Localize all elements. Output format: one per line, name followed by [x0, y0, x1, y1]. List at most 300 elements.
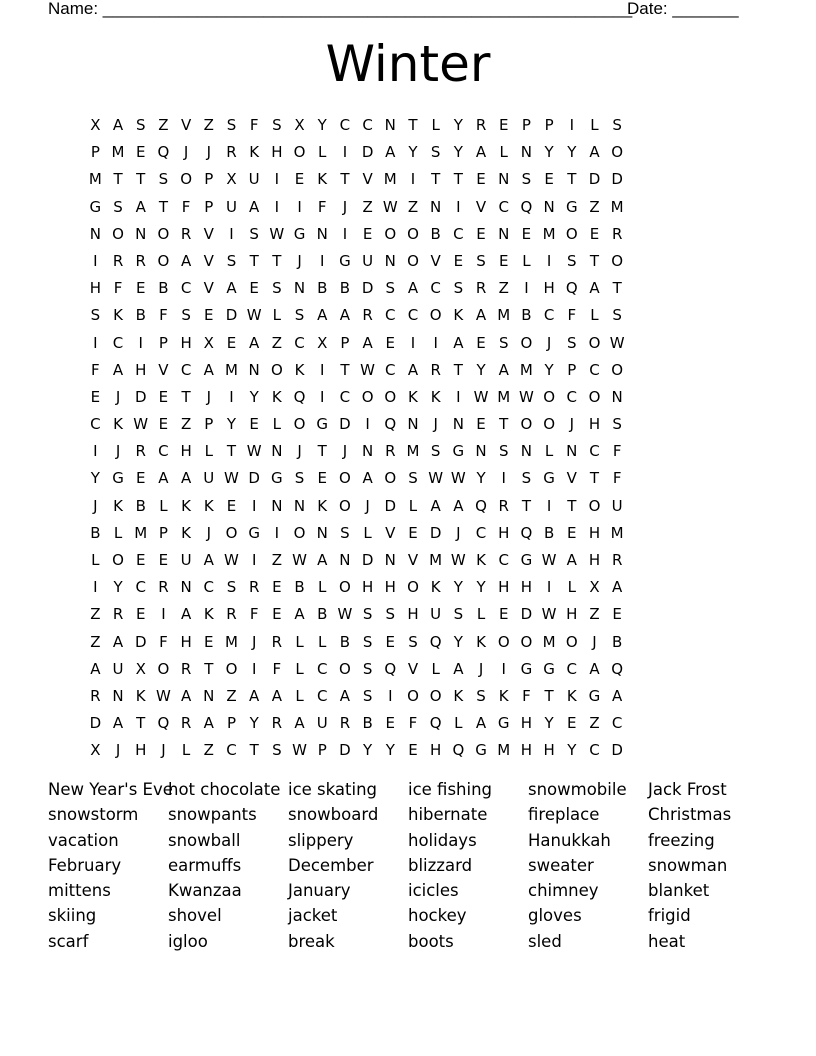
grid-letter[interactable]: A: [226, 279, 237, 298]
grid-letter[interactable]: R: [226, 143, 237, 162]
grid-letter[interactable]: O: [407, 578, 419, 597]
grid-letter[interactable]: O: [565, 224, 578, 243]
grid-letter[interactable]: W: [428, 469, 444, 488]
grid-letter[interactable]: Y: [476, 360, 486, 379]
grid-letter[interactable]: S: [567, 251, 577, 270]
grid-letter[interactable]: Z: [158, 116, 169, 134]
grid-letter[interactable]: E: [385, 714, 396, 733]
grid-letter[interactable]: O: [293, 143, 306, 162]
grid-letter[interactable]: O: [180, 170, 192, 189]
grid-letter[interactable]: R: [430, 360, 441, 379]
grid-letter[interactable]: C: [543, 306, 555, 325]
grid-letter[interactable]: X: [135, 659, 146, 678]
grid-letter[interactable]: Y: [317, 116, 327, 134]
grid-letter[interactable]: H: [498, 523, 510, 542]
grid-letter[interactable]: C: [112, 333, 124, 352]
grid-letter[interactable]: I: [251, 659, 257, 678]
grid-letter[interactable]: I: [251, 551, 257, 569]
grid-letter[interactable]: N: [316, 523, 328, 542]
grid-letter[interactable]: V: [475, 197, 487, 216]
grid-letter[interactable]: A: [112, 360, 124, 379]
grid-letter[interactable]: F: [567, 306, 577, 325]
grid-letter[interactable]: X: [203, 333, 214, 352]
grid-letter[interactable]: B: [612, 632, 623, 651]
grid-letter[interactable]: U: [225, 197, 237, 216]
grid-letter[interactable]: L: [272, 415, 282, 434]
grid-letter[interactable]: O: [520, 415, 533, 434]
grid-letter[interactable]: A: [475, 306, 487, 325]
grid-letter[interactable]: S: [408, 632, 418, 651]
grid-letter[interactable]: B: [362, 714, 373, 733]
grid-letter[interactable]: I: [161, 605, 166, 624]
grid-letter[interactable]: H: [543, 741, 555, 760]
grid-letter[interactable]: G: [520, 551, 533, 569]
grid-letter[interactable]: M: [224, 632, 238, 651]
grid-letter[interactable]: J: [93, 496, 98, 515]
grid-letter[interactable]: J: [161, 741, 166, 760]
grid-letter[interactable]: W: [292, 551, 307, 569]
grid-letter[interactable]: Y: [453, 578, 463, 597]
grid-letter[interactable]: E: [135, 551, 146, 569]
grid-letter[interactable]: K: [408, 387, 418, 406]
grid-letter[interactable]: X: [294, 116, 305, 134]
grid-letter[interactable]: I: [456, 387, 461, 406]
grid-letter[interactable]: U: [180, 551, 192, 569]
grid-letter[interactable]: O: [339, 659, 351, 678]
grid-letter[interactable]: M: [88, 170, 102, 189]
grid-letter[interactable]: T: [589, 469, 600, 488]
grid-letter[interactable]: M: [383, 170, 397, 189]
grid-letter[interactable]: O: [543, 415, 555, 434]
grid-letter[interactable]: C: [385, 360, 396, 379]
grid-letter[interactable]: K: [181, 496, 192, 515]
grid-letter[interactable]: L: [544, 442, 554, 461]
grid-letter[interactable]: H: [588, 551, 601, 569]
grid-letter[interactable]: O: [588, 333, 601, 352]
grid-letter[interactable]: O: [588, 387, 601, 406]
grid-letter[interactable]: T: [499, 415, 509, 434]
grid-letter[interactable]: A: [498, 360, 509, 379]
grid-letter[interactable]: L: [91, 551, 100, 569]
grid-letter[interactable]: W: [133, 415, 149, 434]
grid-letter[interactable]: H: [566, 605, 578, 624]
grid-letter[interactable]: J: [342, 197, 348, 216]
grid-letter[interactable]: S: [135, 116, 146, 134]
grid-letter[interactable]: I: [433, 333, 438, 352]
grid-letter[interactable]: E: [362, 224, 373, 243]
grid-letter[interactable]: I: [320, 360, 325, 379]
grid-letter[interactable]: E: [90, 387, 101, 406]
grid-letter[interactable]: O: [407, 251, 419, 270]
grid-letter[interactable]: O: [339, 578, 351, 597]
grid-letter[interactable]: P: [90, 143, 100, 162]
grid-letter[interactable]: E: [498, 116, 509, 134]
grid-letter[interactable]: M: [610, 523, 624, 542]
grid-letter[interactable]: J: [115, 442, 121, 461]
grid-letter[interactable]: S: [158, 170, 169, 189]
grid-letter[interactable]: O: [565, 632, 578, 651]
grid-letter[interactable]: H: [543, 279, 555, 298]
grid-letter[interactable]: S: [521, 170, 532, 189]
grid-letter[interactable]: B: [543, 523, 555, 542]
grid-letter[interactable]: Y: [249, 387, 259, 406]
grid-letter[interactable]: H: [407, 605, 419, 624]
grid-letter[interactable]: W: [541, 605, 557, 624]
grid-letter[interactable]: H: [498, 578, 510, 597]
grid-letter[interactable]: Z: [271, 333, 282, 352]
grid-letter[interactable]: G: [89, 197, 102, 216]
grid-letter[interactable]: A: [180, 469, 192, 488]
grid-letter[interactable]: P: [521, 116, 531, 134]
grid-letter[interactable]: Y: [544, 143, 554, 162]
grid-letter[interactable]: A: [90, 659, 101, 678]
grid-letter[interactable]: E: [476, 224, 486, 243]
grid-letter[interactable]: Q: [384, 415, 397, 434]
grid-letter[interactable]: O: [225, 659, 238, 678]
grid-letter[interactable]: C: [135, 578, 146, 597]
grid-letter[interactable]: L: [431, 659, 440, 678]
grid-letter[interactable]: I: [93, 333, 98, 352]
grid-letter[interactable]: P: [204, 197, 214, 216]
grid-letter[interactable]: C: [589, 360, 600, 379]
grid-letter[interactable]: S: [476, 251, 486, 270]
grid-letter[interactable]: J: [342, 442, 348, 461]
grid-letter[interactable]: C: [589, 741, 600, 760]
grid-letter[interactable]: D: [611, 170, 623, 189]
grid-letter[interactable]: V: [430, 251, 441, 270]
grid-letter[interactable]: Z: [498, 279, 509, 298]
grid-letter[interactable]: Z: [203, 741, 214, 760]
grid-letter[interactable]: S: [181, 306, 191, 325]
grid-letter[interactable]: A: [385, 143, 396, 162]
grid-letter[interactable]: B: [158, 279, 169, 298]
grid-letter[interactable]: S: [226, 251, 237, 270]
grid-letter[interactable]: A: [453, 333, 464, 352]
grid-letter[interactable]: J: [365, 496, 370, 515]
grid-letter[interactable]: I: [274, 170, 280, 189]
grid-letter[interactable]: Q: [384, 659, 397, 678]
grid-letter[interactable]: E: [272, 605, 282, 624]
grid-letter[interactable]: V: [566, 469, 577, 488]
grid-letter[interactable]: V: [203, 251, 214, 270]
grid-letter[interactable]: E: [408, 741, 418, 760]
grid-letter[interactable]: Y: [476, 469, 486, 488]
grid-letter[interactable]: Q: [429, 714, 442, 733]
grid-letter[interactable]: Q: [157, 714, 170, 733]
grid-letter[interactable]: G: [271, 469, 283, 488]
grid-letter[interactable]: T: [612, 279, 622, 298]
grid-letter[interactable]: L: [590, 116, 599, 134]
grid-letter[interactable]: K: [203, 496, 214, 515]
grid-letter[interactable]: Y: [113, 578, 123, 597]
grid-letter[interactable]: M: [134, 523, 148, 542]
grid-letter[interactable]: S: [294, 306, 305, 325]
grid-letter[interactable]: K: [317, 170, 328, 189]
grid-letter[interactable]: L: [408, 496, 418, 515]
grid-letter[interactable]: Z: [226, 686, 237, 705]
grid-letter[interactable]: O: [611, 143, 624, 162]
grid-letter[interactable]: C: [203, 578, 215, 597]
grid-letter[interactable]: P: [567, 360, 577, 379]
grid-letter[interactable]: J: [569, 415, 574, 434]
grid-letter[interactable]: A: [317, 306, 328, 325]
grid-letter[interactable]: R: [475, 116, 487, 134]
grid-letter[interactable]: C: [498, 551, 509, 569]
grid-letter[interactable]: O: [112, 224, 124, 243]
grid-letter[interactable]: A: [203, 551, 214, 569]
grid-letter[interactable]: K: [453, 306, 464, 325]
grid-letter[interactable]: D: [339, 741, 351, 760]
grid-letter[interactable]: O: [384, 469, 397, 488]
grid-letter[interactable]: S: [340, 523, 350, 542]
grid-letter[interactable]: C: [453, 224, 464, 243]
grid-letter[interactable]: D: [588, 170, 601, 189]
grid-letter[interactable]: S: [249, 224, 259, 243]
grid-letter[interactable]: N: [452, 415, 464, 434]
grid-letter[interactable]: W: [360, 360, 376, 379]
grid-letter[interactable]: N: [520, 143, 533, 162]
grid-letter[interactable]: O: [339, 496, 351, 515]
grid-letter[interactable]: X: [90, 741, 101, 760]
grid-letter[interactable]: I: [342, 143, 348, 162]
grid-letter[interactable]: O: [429, 306, 442, 325]
grid-letter[interactable]: R: [475, 279, 487, 298]
grid-letter[interactable]: I: [456, 197, 461, 216]
grid-letter[interactable]: U: [203, 469, 215, 488]
grid-letter[interactable]: A: [612, 686, 623, 705]
grid-letter[interactable]: E: [158, 551, 169, 569]
grid-letter[interactable]: G: [452, 442, 465, 461]
grid-letter[interactable]: B: [135, 496, 146, 515]
grid-letter[interactable]: Y: [226, 415, 237, 434]
grid-letter[interactable]: C: [339, 387, 351, 406]
grid-letter[interactable]: K: [271, 387, 282, 406]
grid-letter[interactable]: V: [158, 360, 169, 379]
grid-letter[interactable]: T: [340, 360, 350, 379]
grid-letter[interactable]: T: [567, 170, 577, 189]
grid-letter[interactable]: A: [180, 686, 192, 705]
grid-letter[interactable]: Y: [249, 714, 259, 733]
grid-letter[interactable]: I: [524, 279, 529, 298]
grid-letter[interactable]: I: [320, 251, 325, 270]
grid-letter[interactable]: O: [112, 551, 124, 569]
grid-letter[interactable]: D: [134, 632, 147, 651]
grid-letter[interactable]: E: [476, 415, 486, 434]
grid-letter[interactable]: K: [249, 143, 260, 162]
grid-letter[interactable]: H: [180, 333, 192, 352]
grid-letter[interactable]: R: [158, 578, 169, 597]
grid-letter[interactable]: Q: [611, 659, 624, 678]
grid-letter[interactable]: M: [111, 143, 125, 162]
grid-letter[interactable]: T: [521, 496, 531, 515]
grid-letter[interactable]: O: [497, 632, 510, 651]
date-field[interactable]: Date: _______: [627, 0, 739, 18]
grid-letter[interactable]: A: [453, 496, 464, 515]
grid-letter[interactable]: G: [520, 659, 533, 678]
grid-letter[interactable]: I: [93, 251, 98, 270]
name-field[interactable]: Name: ________________________________________________________: [48, 0, 633, 18]
grid-letter[interactable]: W: [246, 306, 262, 325]
grid-letter[interactable]: L: [295, 632, 304, 651]
grid-letter[interactable]: S: [453, 279, 464, 298]
grid-letter[interactable]: L: [476, 605, 486, 624]
grid-letter[interactable]: S: [226, 116, 237, 134]
grid-letter[interactable]: L: [272, 306, 282, 325]
grid-letter[interactable]: R: [611, 224, 623, 243]
grid-letter[interactable]: A: [249, 197, 260, 216]
grid-letter[interactable]: L: [431, 116, 440, 134]
grid-letter[interactable]: S: [498, 442, 509, 461]
grid-letter[interactable]: N: [339, 551, 351, 569]
grid-letter[interactable]: N: [135, 224, 147, 243]
grid-letter[interactable]: F: [522, 686, 531, 705]
grid-letter[interactable]: K: [113, 306, 123, 325]
grid-letter[interactable]: A: [180, 605, 192, 624]
grid-letter[interactable]: L: [318, 143, 327, 162]
grid-letter[interactable]: Z: [589, 605, 600, 624]
grid-letter[interactable]: O: [520, 333, 533, 352]
grid-letter[interactable]: A: [339, 686, 351, 705]
grid-letter[interactable]: K: [566, 686, 577, 705]
grid-letter[interactable]: Q: [293, 387, 306, 406]
grid-letter[interactable]: A: [362, 469, 373, 488]
grid-letter[interactable]: M: [497, 741, 511, 760]
grid-letter[interactable]: Z: [271, 551, 282, 569]
grid-letter[interactable]: P: [158, 523, 168, 542]
grid-letter[interactable]: E: [567, 523, 577, 542]
grid-letter[interactable]: A: [453, 659, 464, 678]
grid-letter[interactable]: O: [520, 632, 533, 651]
grid-letter[interactable]: J: [115, 741, 121, 760]
grid-letter[interactable]: T: [317, 442, 327, 461]
grid-letter[interactable]: N: [384, 551, 396, 569]
grid-letter[interactable]: L: [499, 143, 508, 162]
grid-letter[interactable]: B: [339, 279, 351, 298]
grid-letter[interactable]: T: [136, 714, 146, 733]
grid-letter[interactable]: T: [226, 442, 237, 461]
grid-letter[interactable]: A: [158, 469, 169, 488]
grid-letter[interactable]: Z: [407, 197, 419, 216]
grid-letter[interactable]: J: [478, 659, 484, 678]
grid-letter[interactable]: E: [408, 523, 418, 542]
grid-letter[interactable]: J: [206, 387, 211, 406]
grid-letter[interactable]: C: [226, 741, 237, 760]
grid-letter[interactable]: P: [317, 741, 327, 760]
grid-letter[interactable]: R: [135, 251, 146, 270]
grid-letter[interactable]: H: [520, 578, 533, 597]
grid-letter[interactable]: H: [89, 279, 101, 298]
grid-letter[interactable]: T: [431, 170, 441, 189]
grid-letter[interactable]: D: [520, 605, 533, 624]
grid-letter[interactable]: B: [135, 306, 146, 325]
grid-letter[interactable]: E: [385, 632, 396, 651]
grid-letter[interactable]: P: [204, 415, 214, 434]
grid-letter[interactable]: S: [453, 605, 464, 624]
grid-letter[interactable]: B: [317, 605, 328, 624]
grid-letter[interactable]: M: [497, 306, 511, 325]
grid-letter[interactable]: H: [430, 741, 442, 760]
grid-letter[interactable]: L: [363, 523, 372, 542]
grid-letter[interactable]: K: [317, 496, 328, 515]
grid-letter[interactable]: C: [158, 442, 169, 461]
grid-letter[interactable]: I: [546, 578, 552, 597]
grid-letter[interactable]: K: [113, 415, 123, 434]
grid-letter[interactable]: Y: [453, 116, 463, 134]
grid-letter[interactable]: E: [317, 469, 327, 488]
grid-letter[interactable]: E: [135, 143, 146, 162]
grid-letter[interactable]: N: [498, 170, 510, 189]
grid-letter[interactable]: O: [157, 251, 170, 270]
grid-letter[interactable]: C: [316, 686, 328, 705]
grid-letter[interactable]: L: [204, 442, 213, 461]
grid-letter[interactable]: H: [520, 714, 533, 733]
grid-letter[interactable]: W: [269, 224, 285, 243]
grid-letter[interactable]: R: [611, 551, 623, 569]
grid-letter[interactable]: I: [93, 578, 98, 597]
grid-letter[interactable]: C: [566, 387, 578, 406]
grid-letter[interactable]: W: [224, 469, 239, 488]
grid-letter[interactable]: I: [388, 686, 393, 705]
grid-letter[interactable]: W: [224, 551, 239, 569]
grid-letter[interactable]: I: [297, 197, 302, 216]
grid-letter[interactable]: Y: [567, 143, 577, 162]
grid-letter[interactable]: I: [320, 387, 325, 406]
grid-letter[interactable]: Y: [476, 578, 486, 597]
grid-letter[interactable]: W: [541, 551, 557, 569]
grid-letter[interactable]: J: [297, 251, 302, 270]
grid-letter[interactable]: F: [317, 197, 327, 216]
grid-letter[interactable]: F: [408, 714, 418, 733]
grid-letter[interactable]: Y: [544, 714, 554, 733]
grid-letter[interactable]: S: [294, 469, 305, 488]
grid-letter[interactable]: P: [340, 333, 350, 352]
grid-letter[interactable]: L: [295, 659, 304, 678]
grid-letter[interactable]: Z: [90, 605, 101, 624]
grid-letter[interactable]: T: [544, 686, 554, 705]
grid-letter[interactable]: E: [453, 251, 464, 270]
grid-letter[interactable]: K: [135, 686, 146, 705]
grid-letter[interactable]: P: [158, 333, 168, 352]
grid-letter[interactable]: R: [271, 632, 283, 651]
grid-letter[interactable]: D: [611, 741, 623, 760]
grid-letter[interactable]: B: [294, 578, 305, 597]
grid-letter[interactable]: X: [589, 578, 600, 597]
grid-letter[interactable]: A: [589, 143, 600, 162]
grid-letter[interactable]: D: [361, 551, 374, 569]
grid-letter[interactable]: O: [611, 251, 624, 270]
grid-letter[interactable]: S: [612, 116, 622, 134]
grid-letter[interactable]: E: [544, 170, 554, 189]
grid-letter[interactable]: A: [339, 306, 351, 325]
grid-letter[interactable]: M: [519, 360, 533, 379]
grid-letter[interactable]: A: [294, 714, 305, 733]
grid-letter[interactable]: V: [407, 551, 419, 569]
grid-letter[interactable]: R: [90, 686, 101, 705]
grid-letter[interactable]: Q: [565, 279, 578, 298]
grid-letter[interactable]: X: [317, 333, 328, 352]
grid-letter[interactable]: F: [249, 605, 259, 624]
grid-letter[interactable]: I: [229, 387, 234, 406]
grid-letter[interactable]: A: [589, 279, 600, 298]
grid-letter[interactable]: Q: [520, 523, 533, 542]
grid-letter[interactable]: W: [246, 442, 262, 461]
grid-letter[interactable]: W: [382, 197, 398, 216]
grid-letter[interactable]: S: [90, 306, 101, 325]
grid-letter[interactable]: L: [590, 306, 599, 325]
grid-letter[interactable]: K: [498, 686, 509, 705]
grid-letter[interactable]: A: [407, 279, 419, 298]
grid-letter[interactable]: O: [588, 496, 601, 515]
